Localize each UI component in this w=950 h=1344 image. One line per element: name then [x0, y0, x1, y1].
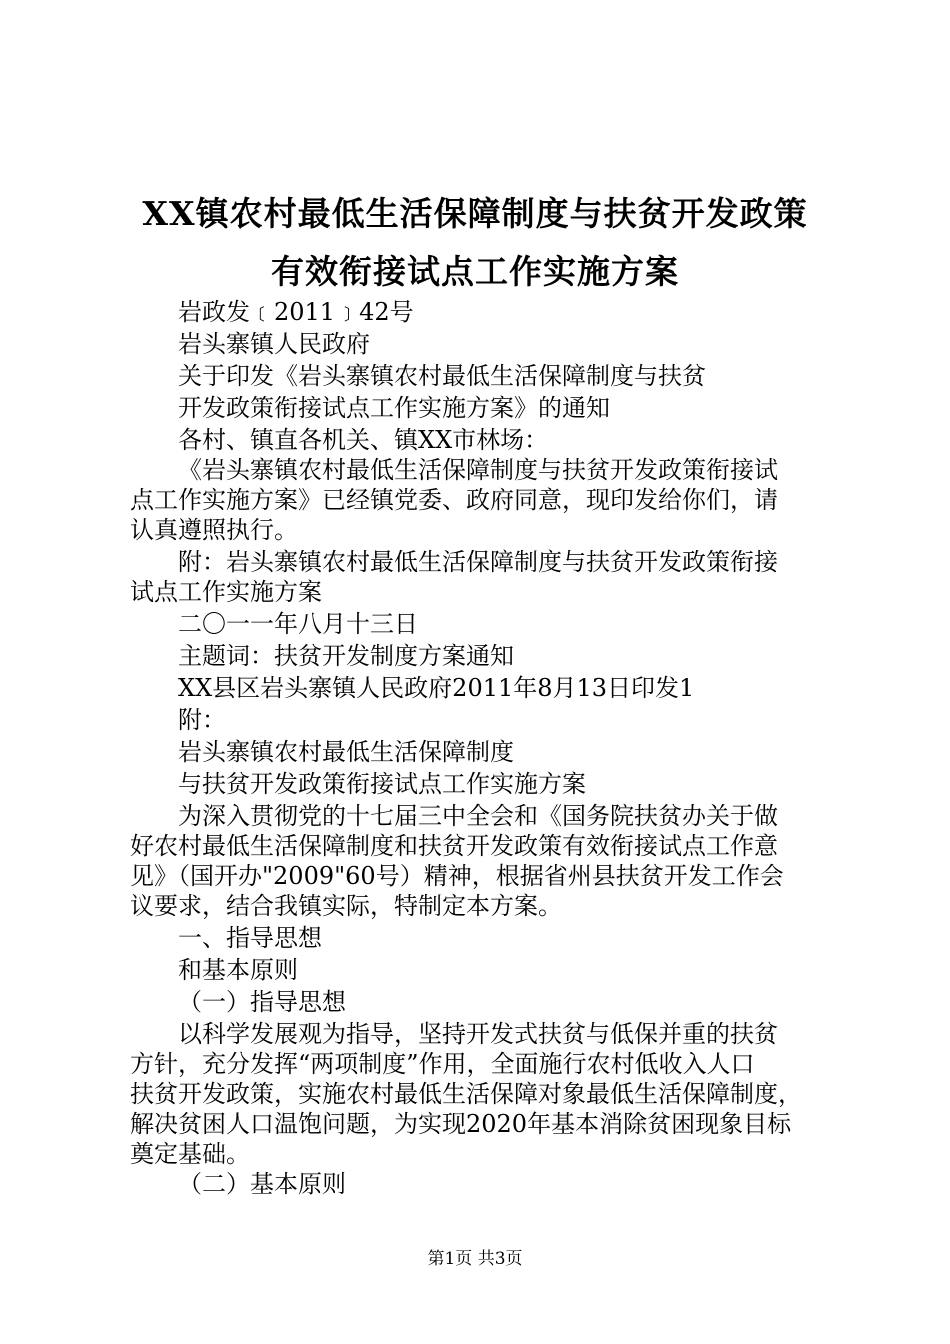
paragraph-line: 方针，充分发挥“两项制度”作用，全面施行农村低收入人口 — [130, 1050, 755, 1078]
issue-date: 二〇一一年八月十三日 — [178, 610, 418, 638]
paragraph-line: 点工作实施方案》已经镇党委、政府同意，现印发给你们，请 — [130, 486, 778, 514]
paragraph-line: 议要求，结合我镇实际，特制定本方案。 — [130, 892, 562, 920]
paragraph-line: 《岩头寨镇农村最低生活保障制度与扶贫开发政策衔接试 — [178, 456, 778, 484]
plan-title-line-2: 与扶贫开发政策衔接试点工作实施方案 — [178, 770, 586, 798]
subsection-heading: （二）基本原则 — [178, 1170, 346, 1198]
attachment-label: 附： — [178, 706, 226, 734]
paragraph-line: 以科学发展观为指导，坚持开发式扶贫与低保并重的扶贫 — [178, 1020, 778, 1048]
paragraph-line: 认真遵照执行。 — [130, 516, 298, 544]
addressee: 各村、镇直各机关、镇XX市林场： — [178, 426, 549, 454]
print-info: XX县区岩头寨镇人民政府2011年8月13日印发1 — [178, 674, 695, 702]
notice-title-line-2: 开发政策衔接试点工作实施方案》的通知 — [178, 394, 610, 422]
subject-words: 主题词：扶贫开发制度方案通知 — [178, 642, 514, 670]
paragraph-line: 为深入贯彻党的十七届三中全会和《国务院扶贫办关于做 — [178, 802, 778, 830]
plan-title-line-1: 岩头寨镇农村最低生活保障制度 — [178, 738, 514, 766]
paragraph-line: 扶贫开发政策，实施农村最低生活保障对象最低生活保障制度， — [130, 1080, 802, 1108]
document-title-line-1: XX镇农村最低生活保障制度与扶贫开发政策 — [142, 194, 808, 233]
page-footer: 第1页 共3页 — [427, 1249, 523, 1269]
issuer: 岩头寨镇人民政府 — [178, 330, 370, 358]
section-heading: 一、指导思想 — [178, 924, 322, 952]
paragraph-line: 解决贫困人口温饱问题，为实现2020年基本消除贫困现象目标 — [130, 1110, 792, 1138]
attachment-line: 附：岩头寨镇农村最低生活保障制度与扶贫开发政策衔接 — [178, 548, 778, 576]
section-heading: 和基本原则 — [178, 956, 298, 984]
paragraph-line: 奠定基础。 — [130, 1140, 250, 1168]
paragraph-line: 好农村最低生活保障制度和扶贫开发政策有效衔接试点工作意 — [130, 832, 778, 860]
paragraph-line: 见》（国开办"2009"60号）精神，根据省州县扶贫开发工作会 — [130, 862, 784, 890]
doc-number: 岩政发﹝2011﹞42号 — [178, 298, 414, 326]
attachment-line: 试点工作实施方案 — [130, 578, 322, 606]
notice-title-line-1: 关于印发《岩头寨镇农村最低生活保障制度与扶贫 — [178, 362, 706, 390]
subsection-heading: （一）指导思想 — [178, 988, 346, 1016]
document-title-line-2: 有效衔接试点工作实施方案 — [271, 252, 679, 291]
